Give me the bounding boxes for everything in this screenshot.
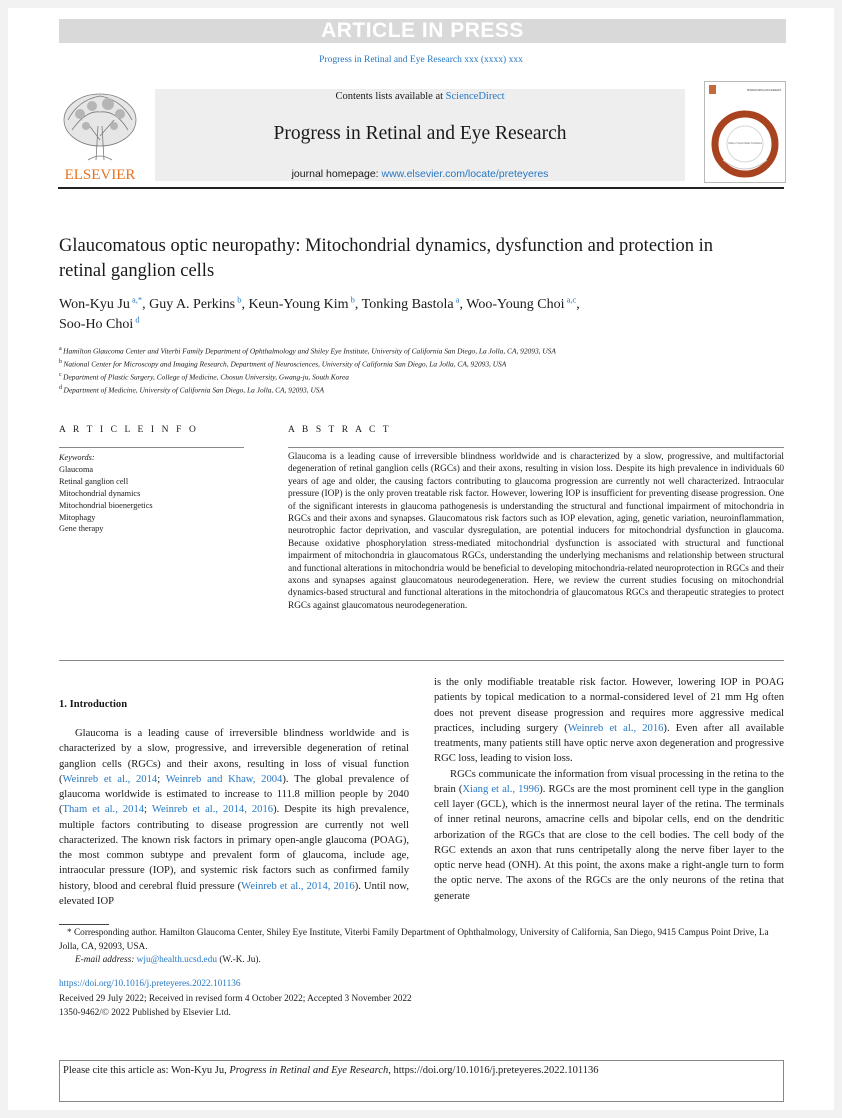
journal-cover[interactable] xyxy=(704,81,786,183)
citation-link[interactable]: Weinreb et al., 2014 xyxy=(62,773,158,785)
cover-journal-title: PROGRESS IN RETINAL AND EYE RESEARCH xyxy=(747,88,781,92)
journal-masthead xyxy=(155,89,685,181)
article-info-rule xyxy=(59,447,244,448)
author-name: Keun-Young Kim xyxy=(248,297,349,312)
keywords-block xyxy=(59,452,249,535)
article-in-press-banner: ARTICLE IN PRESS xyxy=(59,19,786,43)
cover-inner-text: Volume to X Special Number for Publication xyxy=(728,141,763,145)
contents-line: Contents lists available at ScienceDirect xyxy=(335,91,505,102)
abstract-heading: A B S T R A C T xyxy=(288,425,392,435)
article-info-heading: A R T I C L E I N F O xyxy=(59,425,199,435)
citation-link[interactable]: Weinreb et al., 2014, 2016 xyxy=(151,804,274,816)
author-affiliation-mark[interactable]: a xyxy=(453,294,460,305)
history-dates: Received 29 July 2022; Received in revised form 4 October 2022; Accepted 3 November 2022 xyxy=(59,993,412,1004)
keyword-item: Mitochondrial bioenergetics xyxy=(59,500,153,510)
running-head[interactable]: Progress in Retinal and Eye Research xxx (xxxx) xxx xyxy=(319,55,523,65)
citation-link[interactable]: Weinreb and Khaw, 2004 xyxy=(165,773,283,785)
author-affiliation-mark[interactable]: a,* xyxy=(129,294,143,305)
affiliations xyxy=(59,344,789,396)
citation-link[interactable]: Xiang et al., 1996 xyxy=(462,783,540,795)
copyright: 1350-9462/© 2022 Published by Elsevier Ltd. xyxy=(59,1008,231,1019)
citation-link[interactable]: Weinreb et al., 2014, 2016 xyxy=(241,880,355,892)
body-column-right xyxy=(434,675,784,904)
homepage-link[interactable]: www.elsevier.com/locate/preteyeres xyxy=(381,168,549,180)
intro-paragraph-3: RGCs communicate the information from visual processing in the retina to the brain (Xiang et al., 1996). RGCs are the most prominent cell type in the ganglion cell layer (GCL), which is the innermost neural layer of the retina. The terminals of inner retinal neurons, amacrine cells and bipolar cells, end on the dendritic arborization of the RGCs that are close to the cell bodies. The cell body of the RGC extends an axon that runs centripetally along the nerve fiber layer to the optic nerve head (ONH). At this point, the axons make a right-angle turn to form the optic nerve. The axons of the RGCs are the only neurons of the retina that generate xyxy=(434,768,784,902)
author-name: Woo-Young Choi xyxy=(466,297,565,312)
abstract-bottom-rule xyxy=(59,660,784,661)
author-name: Tonking Bastola xyxy=(361,297,454,312)
affiliation-b: $^b$ National Center for Microscopy and Imaging Research, Department of Neurosciences, University of California San Diego, La Jolla, CA, 92093, USA xyxy=(59,359,507,369)
keyword-item: Mitochondrial dynamics xyxy=(59,488,141,498)
corresponding-author-note: * Corresponding author. Hamilton Glaucoma Center, Shiley Eye Institute, Viterbi Family Department of Ophthalmology, University of California, San Diego, 9415 Campus Point Drive, La Jolla, CA, 92093, USA. xyxy=(59,928,769,952)
author-affiliation-mark[interactable]: a,c xyxy=(564,294,577,305)
affiliation-d: $^d$ Department of Medicine, University of California San Diego, La Jolla, CA, 92093, USA xyxy=(59,385,324,395)
author-name: Soo-Ho Choi xyxy=(59,317,134,332)
author-affiliation-mark[interactable]: b xyxy=(235,294,242,305)
keyword-item: Glaucoma xyxy=(59,464,94,474)
citation-box: Please cite this article as: Won-Kyu Ju, Progress in Retinal and Eye Research, https://doi.org/10.1016/j.preteyeres.2022.101136 xyxy=(59,1060,784,1102)
citation-journal: Progress in Retinal and Eye Research xyxy=(229,1065,389,1076)
body-column-left xyxy=(59,726,409,909)
email-link[interactable]: wju@health.ucsd.edu xyxy=(136,955,217,965)
author-name: Won-Kyu Ju xyxy=(59,297,130,312)
citation-link[interactable]: Tham et al., 2014 xyxy=(62,804,145,816)
intro-paragraph-1: Glaucoma is a leading cause of irreversible blindness worldwide and is characterized by a slow, progressive, and irreversible degeneration of retinal ganglion cells (RGCs) and their axons, resulting in loss of visual function (Weinreb et al., 2014; Weinreb and Khaw, 2004). The global prevalence of glaucoma worldwide is estimated to increase to 111.8 million people by 2040 (Tham et al., 2014; Weinreb et al., 2014, 2016). Despite its high prevalence, multiple factors contributing to disease progression are currently not well characterized. The known risk factors in primary open-angle glaucoma (POAG), the most common subtype and prevalent form of glaucoma, include age, intraocular pressure (IOP), and systemic risk factors such as confirmed family history, blood and cerebral fluid pressure (Weinreb et al., 2014, 2016). Until now, elevated IOP xyxy=(59,728,410,907)
doi-link[interactable]: https://doi.org/10.1016/j.preteyeres.2022.101136 xyxy=(59,979,241,989)
abstract-text: Glaucoma is a leading cause of irreversible blindness worldwide and is characterized by a slow, progressive, and multifactorial degeneration of retinal ganglion cells (RGCs) and their axons, resulting in vision loss. Despite its high prevalence in individuals 60 years of age and older, the causing factors contributing to glaucoma progression are currently not well characterized. Intraocular pressure (IOP) is the only proven treatable risk factor. However, lowering IOP is insufficient for preventing disease progression. One of the significant interests in glaucoma pathogenesis is understanding the structural and functional impairment of mitochondria in RGCs and their axons and synapses. Glaucomatous risk factors such as IOP elevation, aging, genetic variation, neuroinflammation, neurotrophic factor deprivation, and vascular dysregulation, are potential inducers for mitochondrial dysfunction in glaucoma. Because oxidative phosphorylation stress-mediated mitochondrial dysfunction is associated with structural and functional impairment of mitochondria in glaucomatous RGCs, understanding the underlying mechanisms and relationship between structural and functional alterations in mitochondria would be beneficial to developing mitochondria-related neuroprotection in RGCs and their axons and synapses against glaucomatous neurodegeneration. Here, we review the current studies focusing on mitochondrial dynamics-based structural and functional alterations in the mitochondria of glaucomatous RGCs and therapeutic strategies to protect RGCs against glaucomatous neurodegeneration. xyxy=(288,452,784,611)
author-affiliation-mark[interactable]: b xyxy=(348,294,355,305)
author-affiliation-mark[interactable]: d xyxy=(133,314,140,325)
keyword-item: Gene therapy xyxy=(59,524,104,534)
intro-paragraph-2: is the only modifiable treatable risk factor. However, lowering IOP in POAG patients by topical medication to a normal-considered level of 21 mm Hg often does not prevent disease progression and requires more aggressive medical practices, including surgery (Weinreb et al., 2016). Even after all available treatments, many patients still have optic nerve axon degeneration and progressive RGC loss, leading to vision loss. xyxy=(434,677,784,765)
section-heading-introduction: 1. Introduction xyxy=(59,699,128,710)
header-rule xyxy=(58,187,784,189)
affiliation-c: $^c$ Department of Plastic Surgery, College of Medicine, Chosun University, Gwang-ju, South Korea xyxy=(59,372,349,382)
abstract-rule xyxy=(288,447,784,448)
elsevier-wordmark: ELSEVIER xyxy=(64,167,136,183)
footnote-rule xyxy=(59,924,109,925)
author-name: Guy A. Perkins xyxy=(149,297,236,312)
author-list: Won-Kyu Ju $^{a,*}$, Guy A. Perkins $^b$, Keun-Young Kim $^b$, Tonking Bastola $^a$, Woo-Young Choi $^{a,c}$, Soo-Ho Choi $^d$ xyxy=(59,294,580,332)
article-title: Glaucomatous optic neuropathy: Mitochondrial dynamics, dysfunction and protection in retinal ganglion cells xyxy=(59,236,714,281)
keyword-item: Mitophagy xyxy=(59,512,96,522)
affiliation-a: $^a$ Hamilton Glaucoma Center and Viterbi Family Department of Ophthalmology and Shiley Eye Institute, University of California San Diego, La Jolla, CA, 92093, USA xyxy=(59,346,556,356)
journal-homepage: journal homepage: www.elsevier.com/locate/preteyeres xyxy=(291,168,549,180)
journal-title: Progress in Retinal and Eye Research xyxy=(273,123,567,144)
citation-link[interactable]: Weinreb et al., 2016 xyxy=(567,722,664,734)
publication-info xyxy=(59,977,786,1021)
elsevier-logo xyxy=(58,90,142,182)
email-line: E-mail address: wju@health.ucsd.edu (W.-K. Ju). xyxy=(75,955,261,965)
keyword-item: Retinal ganglion cell xyxy=(59,476,129,486)
keywords-label: Keywords: xyxy=(59,453,95,462)
sciencedirect-link[interactable]: ScienceDirect xyxy=(445,91,505,102)
footnotes xyxy=(59,927,786,968)
